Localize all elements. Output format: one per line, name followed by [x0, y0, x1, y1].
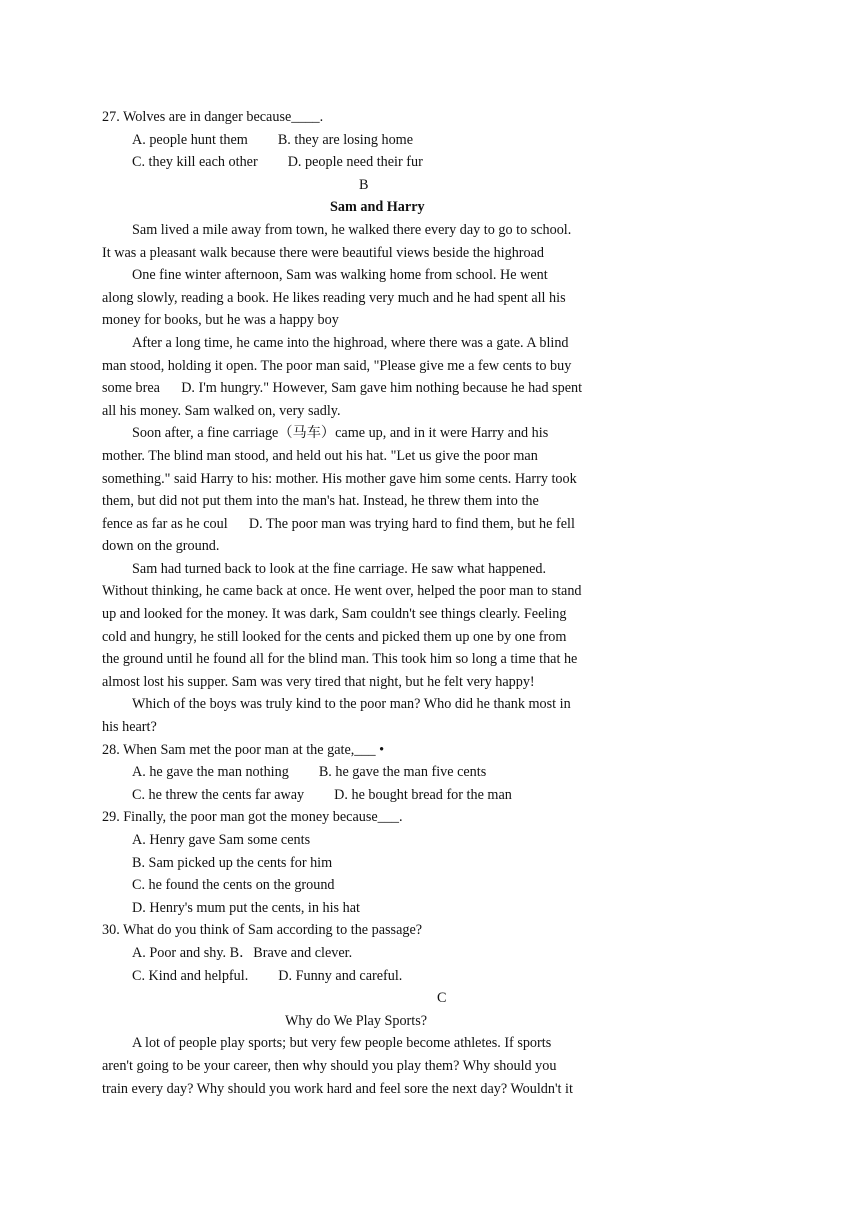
q30-options-row-1: A. Poor and shy. B．Brave and clever.	[132, 944, 353, 961]
document-page	[0, 106, 860, 1100]
passage-b-line: fence as far as he coul D. The poor man was trying hard to find them, but he fell	[102, 515, 575, 532]
question-27-options-row-1	[0, 129, 860, 152]
passage-b-line: man stood, holding it open. The poor man said, "Please give me a few cents to buy	[102, 357, 572, 374]
passage-b-line: them, but did not put them into the man's hat. Instead, he threw them into the	[102, 493, 539, 510]
q27-option-a: A. people hunt them	[132, 131, 248, 148]
question-29-stem: 29. Finally, the poor man got the money because___.	[102, 809, 403, 826]
q29-option-a: A. Henry gave Sam some cents	[132, 832, 311, 848]
passage-b-line: all his money. Sam walked on, very sadly.	[102, 402, 341, 419]
q28-option-c: C. he threw the cents far away	[132, 786, 305, 803]
passage-b-line: It was a pleasant walk because there were beautiful views beside the highroad	[102, 244, 545, 261]
section-b-letter: B	[359, 176, 369, 193]
question-28-options-row-2	[0, 784, 860, 807]
q27-option-c: C. they kill each other	[132, 154, 258, 171]
passage-b-line: Soon after, a fine carriage（马车）came up, and in it were Harry and his	[132, 425, 549, 442]
q28-option-d: D. he bought bread for the man	[334, 786, 512, 803]
question-27-options-row-2	[0, 151, 860, 174]
passage-c-line: A lot of people play sports; but very few people become athletes. If sports	[132, 1035, 552, 1052]
passage-b-line: along slowly, reading a book. He likes reading very much and he had spent all his	[102, 289, 566, 306]
q29-option-d: D. Henry's mum put the cents, in his hat	[132, 899, 360, 916]
passage-b-line: After a long time, he came into the highroad, where there was a gate. A blind	[132, 334, 569, 351]
q28-option-a: A. he gave the man nothing	[132, 764, 289, 781]
q27-option-d: D. people need their fur	[287, 154, 423, 171]
passage-b-line: Sam lived a mile away from town, he walked there every day to go to school.	[132, 221, 572, 238]
passage-b-line: Without thinking, he came back at once. He went over, helped the poor man to stand	[102, 583, 582, 600]
q30-option-d: D. Funny and careful.	[278, 967, 403, 984]
passage-b-line: mother. The blind man stood, and held out his hat. "Let us give the poor man	[102, 447, 538, 464]
passage-b-line: cold and hungry, he still looked for the cents and picked them up one by one from	[102, 628, 567, 645]
passage-b-line: down on the ground.	[102, 538, 220, 555]
q28-option-b: B. he gave the man five cents	[318, 764, 487, 781]
section-b-title: Sam and Harry	[330, 199, 425, 216]
passage-b-line: One fine winter afternoon, Sam was walking home from school. He went	[132, 267, 548, 284]
q29-option-b: B. Sam picked up the cents for him	[132, 854, 333, 871]
passage-c-line: train every day? Why should you work hard and feel sore the next day? Wouldn't it	[102, 1080, 573, 1097]
question-28-options-row-1	[0, 761, 860, 784]
question-30-options-row-2	[0, 965, 860, 988]
passage-b-line: some brea D. I'm hungry." However, Sam gave him nothing because he had spent	[102, 380, 583, 397]
q30-option-c: C. Kind and helpful.	[132, 967, 249, 984]
passage-b-line: something." said Harry to his: mother. His mother gave him some cents. Harry took	[102, 470, 577, 487]
passage-c-line: aren't going to be your career, then why should you play them? Why should you	[102, 1057, 557, 1074]
passage-b-line: almost lost his supper. Sam was very tired that night, but he felt very happy!	[102, 673, 535, 690]
passage-b-line: Sam had turned back to look at the fine carriage. He saw what happened.	[132, 560, 547, 577]
passage-b-line: up and looked for the money. It was dark, Sam couldn't see things clearly. Feeling	[102, 606, 567, 623]
passage-b-line: the ground until he found all for the blind man. This took him so long a time that he	[102, 651, 578, 668]
section-c-title: Why do We Play Sports?	[285, 1012, 428, 1029]
passage-b-line: Which of the boys was truly kind to the poor man? Who did he thank most in	[132, 696, 571, 713]
question-28-stem: 28. When Sam met the poor man at the gate,___ •	[102, 741, 385, 758]
q29-option-c: C. he found the cents on the ground	[132, 877, 335, 894]
question-30-stem: 30. What do you think of Sam according to the passage?	[102, 922, 423, 939]
q27-option-b: B. they are losing home	[277, 131, 413, 148]
section-c-letter: C	[437, 990, 447, 1007]
question-27-stem: 27. Wolves are in danger because____.	[102, 109, 324, 125]
passage-b-line: his heart?	[102, 719, 157, 736]
passage-b-line: money for books, but he was a happy boy	[102, 312, 339, 329]
